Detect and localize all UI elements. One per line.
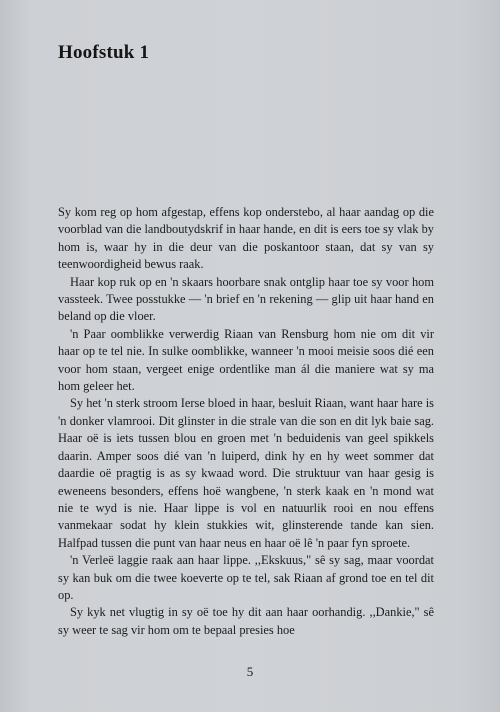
paragraph-6: Sy kyk net vlugtig in sy oë toe hy dit aan haar oorhandig. ,,Dankie," sê sy weer te sag vir hom om te bepaal presies hoe (58, 605, 434, 637)
body-text (58, 204, 434, 639)
paragraph-1: Sy kom reg op hom afgestap, effens kop onderstebo, al haar aandag op die voorblad van die landboutydskrif in haar hande, en dit is eers toe sy vlak by hom is, waar hy in die deur van die poskantoor staan, dat sy van sy teenwoordigheid bewus raak. (58, 205, 434, 272)
paragraph-3: 'n Paar oomblikke verwerdig Riaan van Rensburg hom nie om dit vir haar op te tel nie. In sulke oomblikke, wanneer 'n mooi meisie soos dié een voor hom staan, vergeet enige ordentlike man ál die maniere wat sy ma hom geleer het. (58, 326, 434, 394)
paragraph-2: Haar kop ruk op en 'n skaars hoorbare snak ontglip haar toe sy voor hom vassteek. Twee posstukke — 'n brief en 'n rekening — glip uit haar hand en beland op die vloer. (58, 274, 434, 324)
paragraph-5: 'n Verleë laggie raak aan haar lippe. ,,Ekskuus," sê sy sag, maar voordat sy kan buk om die twee koeverte op te tel, sak Riaan af grond toe en tel dit op. (58, 553, 434, 602)
page-number: 5 (246, 664, 254, 679)
chapter-title: Hoofstuk 1 (58, 42, 150, 63)
paragraph-4: Sy het 'n sterk stroom Ierse bloed in haar, besluit Riaan, want haar hare is 'n donker vlamrooi. Dit glinster in die strale van die son en dit lyk baie sag. Haar oë is iets tussen blou en groen met 'n beduidenis van geel spikkels daarin. Amper soos dié van 'n luiperd, dink hy en hy weet sommer dat daardie oë pragtig is as sy kwaad word. Die struktuur van haar gesig is eweneens besonders, effens hoë wangbene, 'n sterk kaak en 'n mond wat nie te wyd is nie. Haar lippe is vol en natuurlik rooi en nou effens vanmekaar sodat hy klein stukkies wit, glinsterende tande kan sien. Halfpad tussen die punt van haar neus en haar oë lê 'n paar fyn sproete. (58, 396, 434, 550)
